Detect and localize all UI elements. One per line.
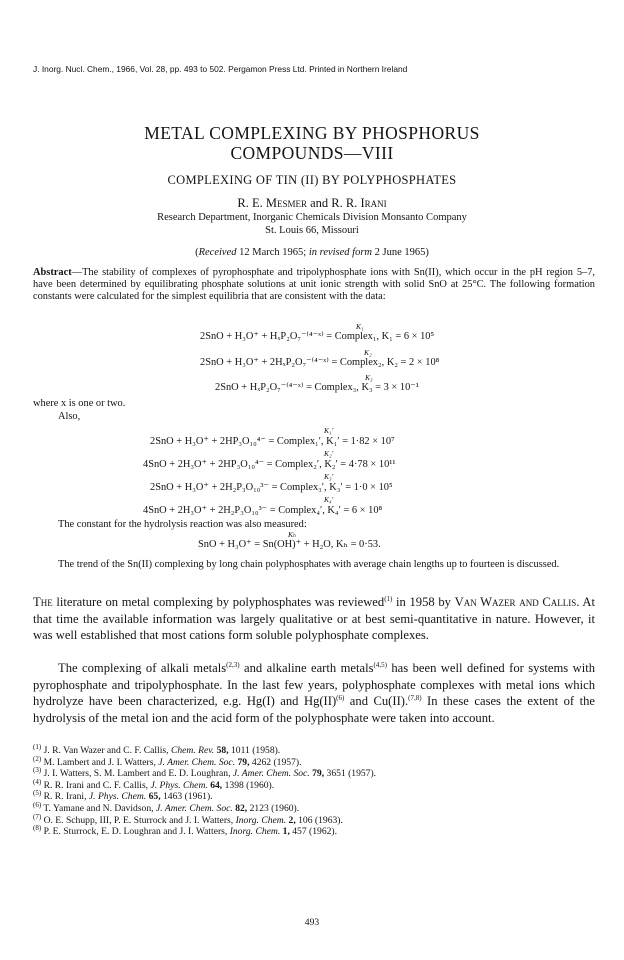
received-word: Received (198, 247, 237, 258)
equation-7-left: 4SnO + 2H₃O⁺ + 2H₂P₃O₁₀³⁻ (143, 505, 268, 516)
citation-1: (1) (384, 594, 393, 603)
paragraph-1-text-3: . At that time the available information was largely qualitative or at best semi-quantitative in nature. However, it was well established that most cations form soluble polyphosphate complexes. (33, 595, 595, 642)
hydrolysis-equation: Kₕ SnO + H₃O⁺ = Sn(OH)⁺ + H₂O, Kₕ = 0·53. (198, 530, 381, 550)
reference-pages: 106 (1963). (298, 814, 343, 826)
paragraph-2-text-1: The complexing of alkali metals (58, 661, 227, 675)
reference-item (33, 768, 595, 780)
reference-item (33, 800, 595, 815)
equation-6: K₃′ 2SnO + H₃O⁺ + 2H₂P₃O₁₀³⁻ = Complex₃′, K₃′ = 1·0 × 10⁵ (150, 472, 393, 493)
affiliation (0, 212, 624, 237)
author-2: R. R. Irani (331, 196, 387, 210)
equation-1: K₁ 2SnO + H₃O⁺ + HₓP₂O₇⁻⁽⁴⁻ˣ⁾ = Complex₁, K₁ = 6 × 10⁵ (200, 322, 435, 342)
abstract-label: Abstract (33, 267, 72, 278)
equation-2-right: Complex₂, K₂ = 2 × 10⁸ (339, 357, 440, 368)
reference-pages: 3651 (1957). (326, 768, 377, 780)
equation-7-right: Complex₄′, K₄′ = 6 × 10⁸ (278, 505, 383, 516)
reference-item (33, 812, 595, 827)
author-line (0, 196, 624, 211)
equation-4-right: Complex₁′, K₁′ = 1·82 × 10⁷ (276, 436, 395, 447)
reference-number: (7) (33, 812, 42, 821)
equation-4: K₁′ 2SnO + H₃O⁺ + 2HP₃O₁₀⁴⁻ = Complex₁′, K₁′ = 1·82 × 10⁷ (150, 426, 395, 447)
citation-7-8: (7,8) (408, 693, 422, 702)
reference-item (33, 754, 595, 769)
reference-pages: 1398 (1960). (224, 779, 275, 791)
paragraph-2-text-2: and alkaline earth metals (239, 661, 374, 675)
reference-pages: 1011 (1958). (231, 745, 281, 756)
reference-journal: J. Phys. Chem. (150, 779, 208, 791)
reference-journal: J. Phys. Chem. (88, 791, 147, 803)
title-line-1: METAL COMPLEXING BY PHOSPHORUS (144, 123, 480, 143)
reference-volume: 58, (216, 745, 229, 756)
page-number: 493 (304, 917, 320, 928)
hydrolysis-left: SnO + H₃O⁺ (198, 539, 252, 550)
equation-7: K₄′ 4SnO + 2H₃O⁺ + 2H₂P₃O₁₀³⁻ = Complex₄′, K₄′ = 6 × 10⁸ (143, 495, 383, 516)
reference-authors: T. Yamane and N. Davidson, (43, 802, 154, 814)
where-note: where x is one or two. (33, 398, 126, 409)
reference-authors: M. Lambert and J. I. Watters, (43, 756, 156, 768)
reference-number: (8) (33, 823, 42, 832)
reference-pages: 4262 (1957). (251, 756, 302, 768)
citation-2-3: (2,3) (226, 660, 240, 669)
reference-authors: O. E. Schupp, III, P. E. Sturrock and J. I. Watters, (43, 814, 234, 826)
reference-item (33, 791, 595, 803)
reference-volume: 1, (282, 826, 290, 838)
paper-subtitle: COMPLEXING OF TIN (II) BY POLYPHOSPHATES (167, 173, 457, 187)
reference-item (33, 777, 595, 792)
reference-journal: J. Amer. Chem. Soc. (155, 802, 233, 814)
body-paragraph-1 (33, 594, 595, 644)
reference-number: (2) (33, 754, 42, 763)
reference-pages: 1463 (1961). (163, 791, 213, 803)
received-open-paren: ( (195, 247, 199, 258)
paragraph-1-authors: Van Wazer and Callis (454, 595, 577, 609)
reference-number: (1) (33, 742, 42, 751)
reference-number: (3) (33, 766, 42, 774)
reference-item (33, 823, 595, 838)
reference-pages: 2123 (1960). (249, 802, 300, 814)
reference-pages: 457 (1962). (292, 826, 338, 838)
reference-volume: 2, (288, 814, 296, 826)
citation-6: (6) (336, 693, 345, 702)
revised-word: in revised form (308, 247, 373, 258)
revised-date: 2 June 1965) (374, 247, 429, 258)
equation-7-constant: K₄′ (324, 495, 334, 504)
equation-6-constant: K₃′ (324, 472, 334, 481)
reference-number: (5) (33, 789, 42, 798)
reference-authors: R. R. Irani and C. F. Callis, (43, 779, 149, 791)
reference-journal: J. Amer. Chem. Soc. (158, 756, 236, 768)
equation-2-left: 2SnO + H₃O⁺ + 2HₓP₂O₇⁻⁽⁴⁻ˣ⁾ (200, 357, 329, 368)
equation-3: K₃ 2SnO + HₓP₂O₇⁻⁽⁴⁻ˣ⁾ = Complex₃, K₃ = 3 × 10⁻¹ (215, 373, 419, 393)
equation-2-constant: K₂ (364, 348, 372, 357)
reference-journal: Chem. Rev. (170, 745, 215, 756)
author-1: R. E. Mesmer (237, 196, 307, 210)
abstract-text: —The stability of complexes of pyrophosphate and tripolyphosphate ions with Sn(II), which occur in the pH region 5–7, have been determined by equilibrating phosphate solutions at unit ionic strength with solid SnO at 25°C. The following formation constants were calculated for the simplest equilibria that are consistent with the data: (33, 267, 595, 303)
reference-volume: 79, (312, 768, 325, 780)
equation-1-constant: K₁ (356, 322, 364, 331)
equation-5: K₂′ 4SnO + 2H₃O⁺ + 2HP₃O₁₀⁴⁻ = Complex₂′, K₂′ = 4·78 × 10¹¹ (143, 449, 396, 470)
reference-authors: R. R. Irani, (43, 791, 87, 803)
also-note: Also, (58, 411, 81, 422)
hydrolysis-intro: The constant for the hydrolysis reaction was also measured: (58, 519, 307, 530)
paragraph-2-text-4: and Cu(II). (344, 694, 409, 708)
equation-3-constant: K₃ (365, 373, 373, 382)
author-conjunction: and (310, 196, 329, 210)
equation-3-left: 2SnO + HₓP₂O₇⁻⁽⁴⁻ˣ⁾ (215, 382, 304, 393)
equation-6-right: Complex₃′, K₃′ = 1·0 × 10⁵ (280, 482, 393, 493)
body-paragraph-2 (33, 660, 595, 726)
reference-volume: 64, (210, 779, 223, 791)
reference-item (33, 742, 595, 757)
reference-authors: J. I. Watters, S. M. Lambert and E. D. Loughran, (43, 768, 231, 780)
paragraph-2-text-3: has been well defined for systems with pyrophosphate and tripolyphosphate. In the last few years, polyphosphate complexes with metal ions which hydrolyze have been characterized, e.g. Hg(I) and Hg(II) (33, 661, 596, 708)
reference-volume: 79, (237, 756, 250, 768)
title-line-2: COMPOUNDS—VIII (230, 143, 394, 163)
received-date: 12 March 1965; (239, 247, 307, 258)
hydrolysis-constant: Kₕ (288, 530, 297, 539)
equation-2: K₂ 2SnO + H₃O⁺ + 2HₓP₂O₇⁻⁽⁴⁻ˣ⁾ = Complex₂, K₂ = 2 × 10⁸ (200, 348, 440, 368)
reference-authors: P. E. Sturrock, E. D. Loughran and J. I. Watters, (43, 826, 228, 838)
equation-5-right: Complex₂′, K₂′ = 4·78 × 10¹¹ (275, 459, 396, 470)
reference-authors: J. R. Van Wazer and C. F. Callis, (43, 745, 169, 756)
paragraph-1-lead: The (33, 595, 53, 609)
hydrolysis-right: Sn(OH)⁺ + H₂O, Kₕ = 0·53. (262, 539, 381, 550)
reference-journal: J. Amer. Chem. Soc. (232, 768, 310, 780)
paragraph-1-text-1: literature on metal complexing by polyphosphates was reviewed (52, 595, 385, 609)
reference-list (33, 742, 595, 838)
paragraph-2-text-5: In these cases the extent of the hydrolysis of the metal ion and the acid form of the polyphosphate were taken into account. (33, 694, 595, 725)
equation-5-left: 4SnO + 2H₃O⁺ + 2HP₃O₁₀⁴⁻ (143, 459, 265, 470)
abstract (33, 267, 595, 304)
equation-6-left: 2SnO + H₃O⁺ + 2H₂P₃O₁₀³⁻ (150, 482, 269, 493)
reference-number: (6) (33, 800, 42, 809)
paragraph-1-text-2: in 1958 by (392, 595, 455, 609)
reference-volume: 65, (148, 791, 161, 803)
affiliation-line-2: St. Louis 66, Missouri (265, 224, 359, 236)
paper-title (0, 123, 624, 163)
equation-4-constant: K₁′ (324, 426, 334, 435)
received-dates (0, 247, 624, 258)
equation-1-right: Complex₁, K₁ = 6 × 10⁵ (334, 331, 435, 342)
citation-4-5: (4,5) (373, 660, 387, 669)
reference-journal: Inorg. Chem. (229, 826, 281, 838)
equation-3-right: Complex₃, K₃ = 3 × 10⁻¹ (314, 382, 419, 393)
affiliation-line-1: Research Department, Inorganic Chemicals Division Monsanto Company (157, 212, 467, 223)
journal-citation: J. Inorg. Nucl. Chem., 1966, Vol. 28, pp. 493 to 502. Pergamon Press Ltd. Printed in Northern Ireland (33, 64, 408, 74)
reference-volume: 82, (235, 802, 248, 814)
reference-number: (4) (33, 777, 42, 786)
reference-journal: Inorg. Chem. (235, 814, 287, 826)
trend-paragraph: The trend of the Sn(II) complexing by long chain polyphosphates with average chain lengths up to fourteen is discussed. (58, 559, 560, 570)
equation-1-left: 2SnO + H₃O⁺ + HₓP₂O₇⁻⁽⁴⁻ˣ⁾ (200, 331, 324, 342)
equation-5-constant: K₂′ (324, 449, 334, 458)
equation-4-left: 2SnO + H₃O⁺ + 2HP₃O₁₀⁴⁻ (150, 436, 266, 447)
